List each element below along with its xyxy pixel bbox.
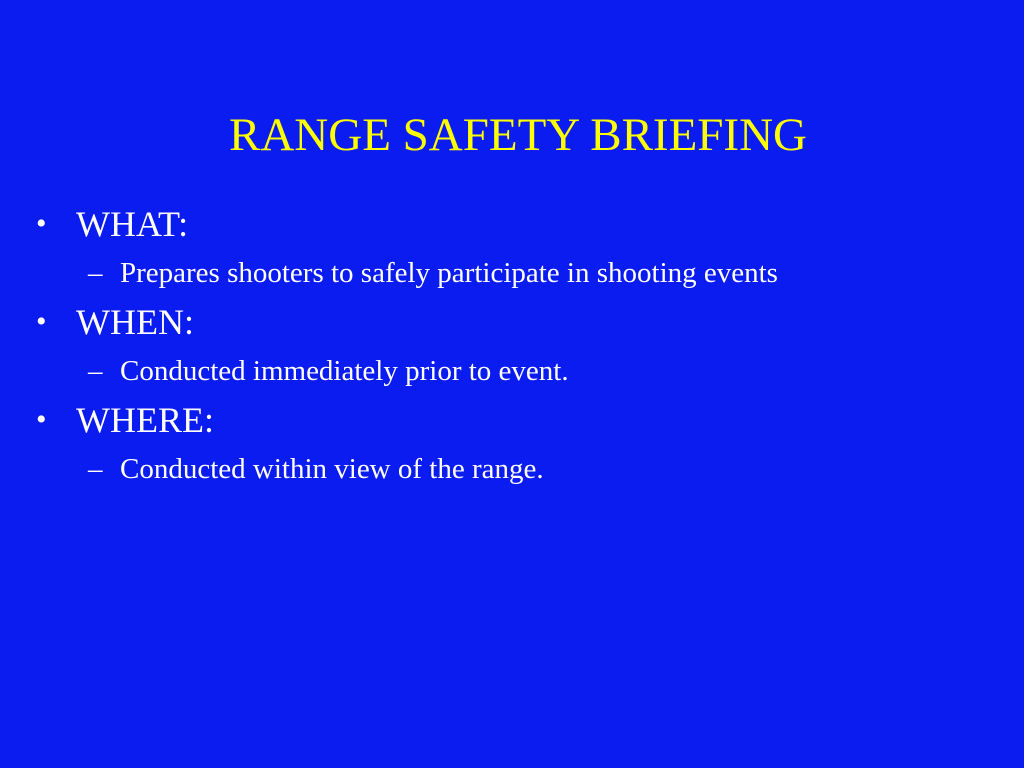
bullet-marker: •	[36, 207, 47, 240]
bullet-item-where	[0, 392, 1024, 448]
bullet-label: WHEN:	[76, 302, 194, 342]
sub-bullet-text: Conducted within view of the range.	[120, 453, 544, 485]
bullet-label: WHAT:	[76, 204, 189, 244]
sub-bullet-item	[0, 252, 1024, 294]
dash-marker: –	[88, 355, 103, 387]
dash-marker: –	[88, 257, 103, 289]
bullet-label: WHERE:	[76, 400, 214, 440]
bullet-list	[0, 196, 1024, 490]
sub-bullet-text: Conducted immediately prior to event.	[120, 355, 569, 387]
sub-bullet-text: Prepares shooters to safely participate in shooting events	[120, 257, 778, 289]
sub-bullet-item	[0, 350, 1024, 392]
slide-title: RANGE SAFETY BRIEFING	[229, 109, 807, 161]
dash-marker: –	[88, 453, 103, 485]
bullet-marker: •	[36, 403, 47, 436]
sub-bullet-item	[0, 448, 1024, 490]
bullet-item-what	[0, 196, 1024, 252]
bullet-marker: •	[36, 305, 47, 338]
bullet-item-when	[0, 294, 1024, 350]
